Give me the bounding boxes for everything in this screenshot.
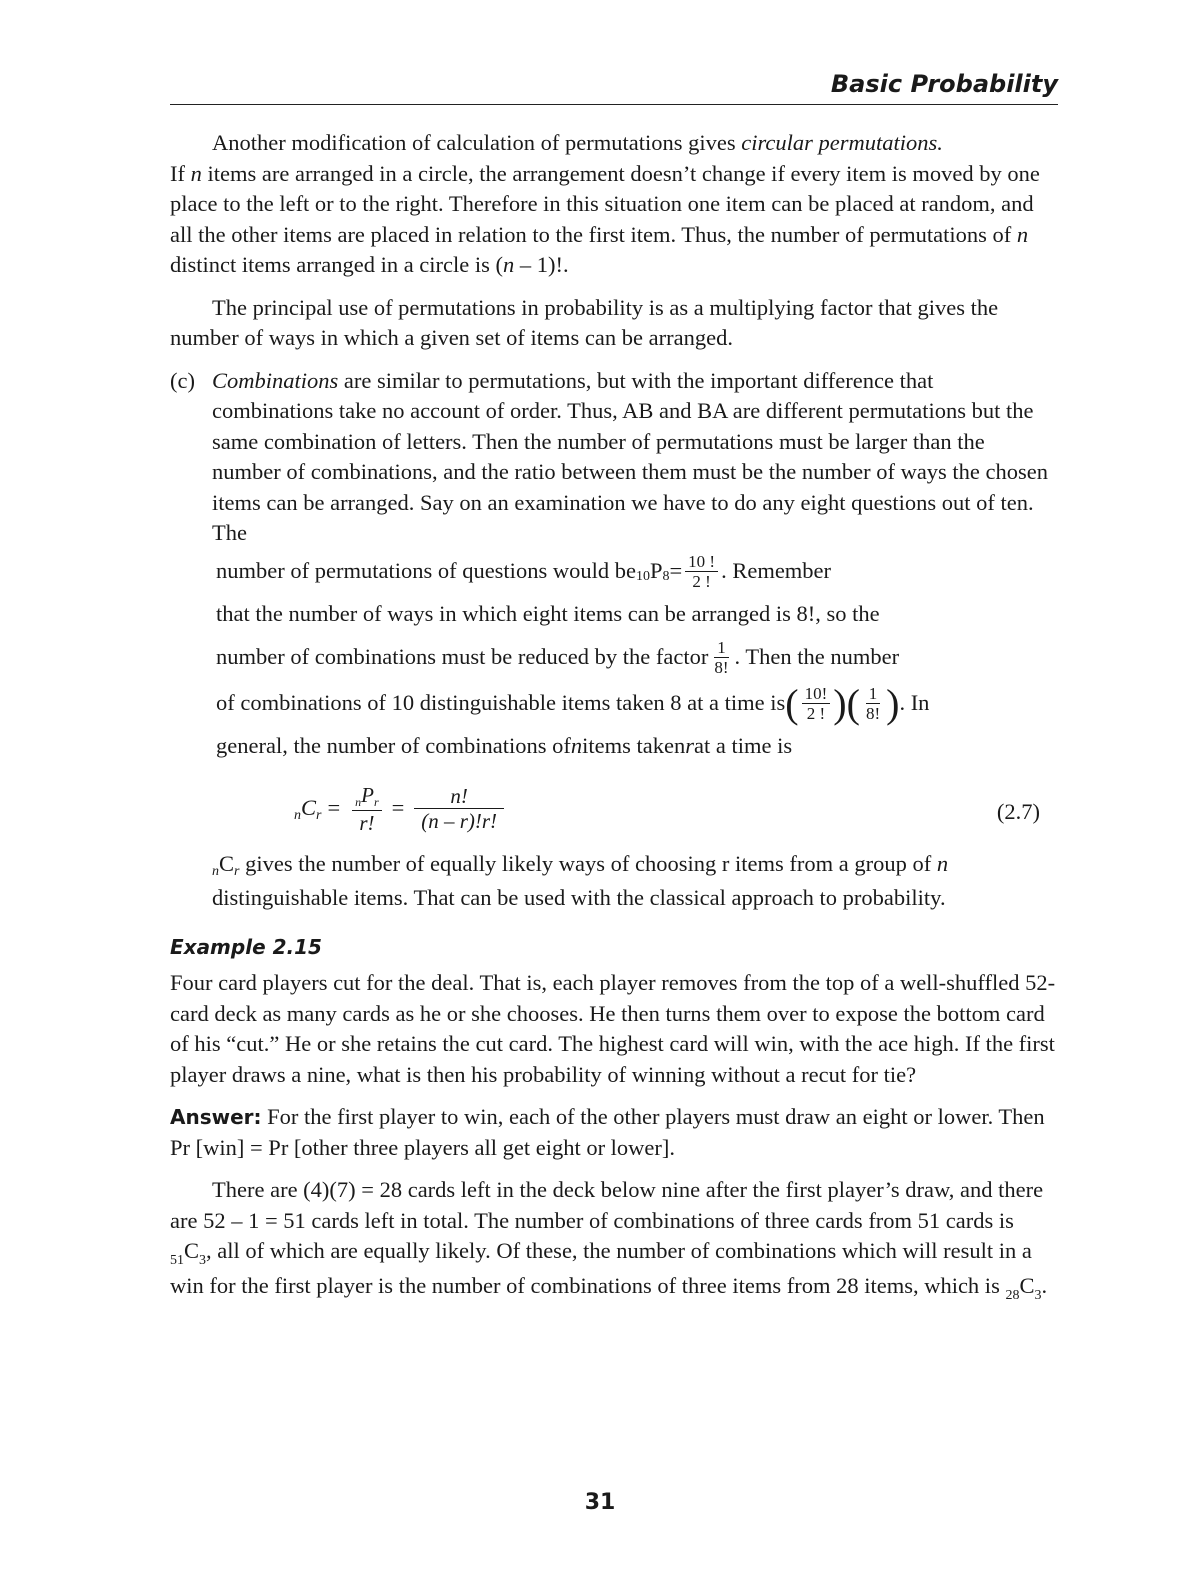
math-symbol-c: C: [301, 795, 317, 821]
right-paren: ): [886, 680, 900, 726]
math-subscript-n: n: [294, 808, 301, 824]
math-subscript-n: n: [355, 794, 362, 809]
page-body: [170, 128, 1058, 1305]
equation-body: [294, 783, 510, 835]
answer-paragraph: [170, 1102, 1058, 1163]
fraction-numerator: 1: [866, 684, 881, 704]
text-span: number of permutations of questions would be: [216, 558, 636, 584]
text-span: . Then the number: [734, 644, 900, 670]
paragraph-circular-permutations: [170, 128, 1058, 281]
math-subscript: 28: [1005, 1287, 1020, 1303]
text-span: . In: [899, 690, 930, 716]
fraction-10-over-2: [802, 684, 831, 723]
fraction-denominator: 8!: [865, 704, 881, 723]
example-heading: Example 2.15: [170, 934, 322, 959]
equation-2-7: [212, 773, 1058, 845]
math-symbol-p: P: [361, 782, 374, 807]
fraction-numerator: n!: [414, 784, 504, 809]
left-paren: (: [785, 680, 799, 726]
text-span: items taken: [582, 733, 686, 759]
paragraph-principal-use: The principal use of permutations in probability is as a multiplying factor that gives the number of ways in which a given set of items can be arranged.: [170, 294, 999, 350]
math-symbol-c: C: [184, 1238, 200, 1263]
math-r: r: [685, 733, 695, 759]
fraction-numerator: 1: [714, 638, 729, 658]
math-n: n: [570, 733, 583, 759]
text-span: If: [170, 160, 191, 186]
text-span: gives the number of equally likely ways of choosing r items from a group of: [239, 850, 937, 876]
text-span: .: [1041, 1272, 1048, 1298]
math-subscript: 10: [635, 569, 650, 585]
term-circular-permutations: circular permutations.: [741, 130, 943, 155]
math-equals: =: [327, 795, 341, 821]
math-symbol-p: P: [649, 558, 663, 584]
equation-number: (2.7): [996, 798, 1040, 824]
text-span: There are (4)(7) = 28 cards left in the deck below nine after the first player’s draw, and there are 52 – 1 = 51 cards left in total. The number of combinations of three cards from 51 cards is: [170, 1177, 1044, 1233]
math-subscript: 3: [1034, 1287, 1042, 1303]
math-equals: =: [669, 558, 683, 584]
math-line-general: [212, 727, 1058, 767]
answer-label: Answer:: [170, 1105, 262, 1129]
example-text: Four card players cut for the deal. That is, each player removes from the top of a well-shuffled 52-card deck as many cards as he or she chooses. He then turns them over to expose the bottom card of his “cut.” He or she retains the cut card. The highest card will win, with the ace high. If the first player draws a nine, what is then his probability of winning without a recut for tie?: [170, 970, 1056, 1087]
text-span: . Remember: [721, 558, 832, 584]
text-span: number of combinations must be reduced by the factor: [216, 644, 709, 670]
list-item-combinations: [170, 366, 1058, 914]
fraction-10-over-2: [685, 552, 718, 591]
text-span: distinguishable items. That can be used with the classical approach to probability.: [212, 885, 946, 910]
running-header: Basic Probability: [830, 70, 1058, 98]
math-line-combinations-product: [212, 681, 1058, 727]
math-n: n: [936, 850, 949, 876]
header-rule: [170, 104, 1058, 105]
math-subscript: 8: [662, 569, 670, 585]
fraction-numerator: 10!: [802, 684, 831, 704]
math-subscript-n: n: [212, 863, 219, 879]
text-span: Another modification of calculation of permutations gives: [212, 130, 742, 155]
math-subscript: 3: [199, 1253, 207, 1268]
fraction-numerator: [352, 783, 382, 811]
combinations-text: [212, 366, 1058, 549]
math-line-reduce-factor: [212, 635, 1058, 681]
fraction-denominator: 2 !: [806, 704, 826, 723]
page-number: 31: [584, 1490, 616, 1515]
math-subscript-r: r: [374, 794, 379, 809]
fraction-numerator: 10 !: [685, 552, 718, 572]
combinations-explanation: [212, 849, 1058, 914]
text-span: distinct items arranged in a circle is (: [170, 252, 504, 277]
fraction-1-over-8: [863, 684, 883, 723]
fraction-denominator: 8!: [714, 658, 729, 677]
text-span: are similar to permutations, but with the important difference that combinations take no account of order. Thus, AB and BA are different permutations but the same combination of letters. Then the number of permutations must be larger than the number of combinations, and the ratio between them must be the number of ways the chosen items can be arranged. Say on an examination we have to do any eight questions out of ten. The: [212, 367, 1049, 545]
fraction-denominator: r!: [359, 810, 375, 835]
fraction-1-over-8: [711, 638, 731, 677]
math-subscript-r: r: [316, 808, 322, 824]
math-line-permutations: [212, 549, 1058, 595]
math-subscript: 51: [170, 1253, 184, 1268]
math-symbol-c: C: [1019, 1272, 1035, 1298]
math-n: n: [1016, 221, 1029, 247]
fraction-n-factorial: [414, 784, 504, 833]
math-n: n: [503, 252, 515, 277]
math-line-eight-ways: that the number of ways in which eight items can be arranged is 8!, so the: [216, 601, 880, 627]
term-combinations: Combinations: [212, 367, 339, 393]
text-span: of combinations of 10 distinguishable items taken 8 at a time is: [216, 690, 786, 716]
text-span: – 1)!.: [514, 252, 569, 277]
text-span: at a time is: [694, 733, 793, 759]
text-span: items are arranged in a circle, the arrangement doesn’t change if every item is moved by one place to the left or to the right. Therefore in this situation one item can be placed at random, and all the other items are placed in relation to the first item. Thus, the number of permutations of: [170, 160, 1040, 247]
item-label: (c): [170, 367, 195, 393]
math-n: n: [190, 160, 202, 186]
text-span: general, the number of combinations of: [216, 733, 571, 759]
fraction-denominator: 2 !: [692, 572, 711, 591]
math-equals: =: [391, 795, 405, 821]
math-subscript-r: r: [234, 863, 240, 879]
math-symbol-c: C: [219, 850, 235, 876]
fraction-denominator: (n – r)!r!: [421, 809, 498, 833]
text-span: For the first player to win, each of the other players must draw an eight or lower. Then Pr [win] = Pr [other three players all get eight or lower].: [170, 1104, 1045, 1160]
fraction-p-over-r: [352, 783, 382, 835]
right-paren: ): [833, 680, 847, 726]
text-span: , all of which are equally likely. Of these, the number of combinations which will result in a win for the first player is the number of combinations of three items from 28 items, which is: [170, 1238, 1032, 1298]
paragraph-card-count: [170, 1175, 1058, 1305]
left-paren: (: [846, 680, 860, 726]
